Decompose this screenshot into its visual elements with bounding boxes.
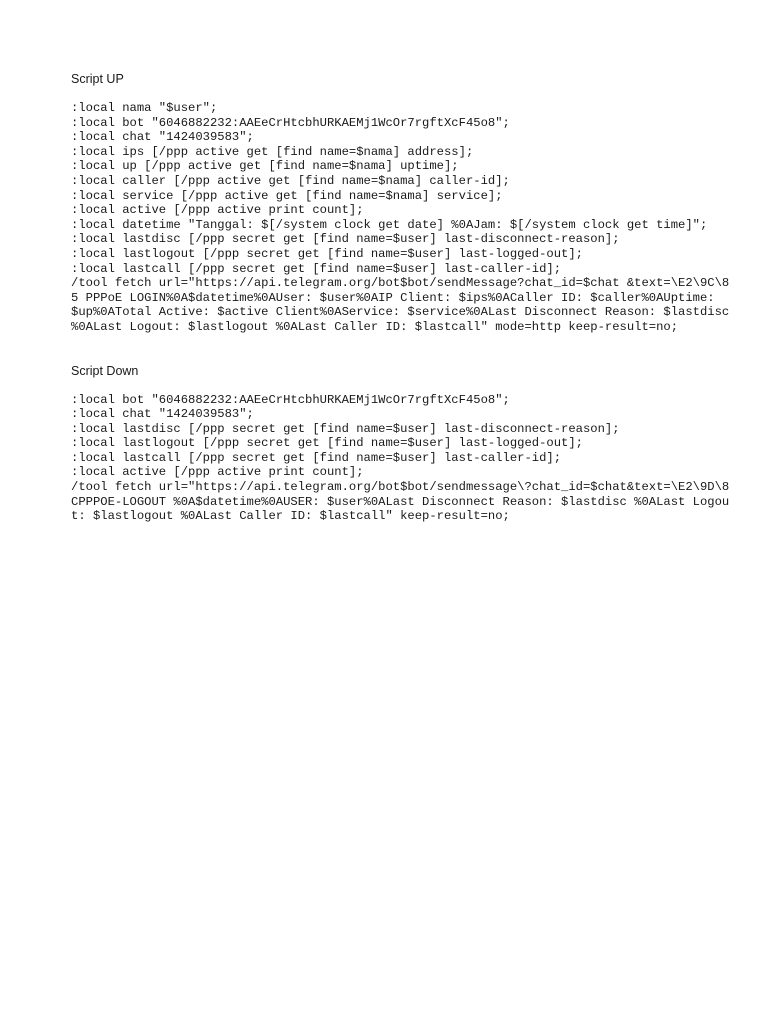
code-line: :local service [/ppp active get [find name=$nama] service]; bbox=[71, 188, 503, 203]
document-page bbox=[71, 72, 737, 524]
section-divider bbox=[71, 335, 731, 364]
code-line: :local caller [/ppp active get [find name=$nama] caller-id]; bbox=[71, 173, 510, 188]
code-line: :local lastdisc [/ppp secret get [find name=$user] last-disconnect-reason]; bbox=[71, 232, 620, 247]
code-line: :local datetime "Tanggal: $[/system clock get date] %0AJam: $[/system clock get time]"; bbox=[71, 217, 708, 232]
code-line: /tool fetch url="https://api.telegram.org/bot$bot/sendMessage?chat_id=$chat &text=\E2\9C\85 PPPoE LOGIN%0A$datetime%0AUser: $user%0AIP Client: $ips%0ACaller ID: $caller%0AUptime: $up%0ATotal Active: $active Client%0AService: $service%0ALast Disconnect Reason: $lastdisc %0ALast Logout: $lastlogout %0ALast Caller ID: $lastcall" mode=http keep-result=no; bbox=[71, 276, 737, 334]
code-line: :local nama "$user"; bbox=[71, 101, 218, 115]
code-line: :local lastdisc [/ppp secret get [find name=$user] last-disconnect-reason]; bbox=[71, 421, 620, 436]
code-line: :local ips [/ppp active get [find name=$nama] address]; bbox=[71, 144, 474, 159]
script-down-code bbox=[71, 393, 731, 524]
code-line: :local bot "6046882232:AAEeCrHtcbhURKAEMj1WcOr7rgftXcF45o8"; bbox=[71, 115, 510, 130]
script-down-section bbox=[71, 364, 731, 524]
code-line: :local lastcall [/ppp secret get [find name=$user] last-caller-id]; bbox=[71, 261, 562, 276]
script-up-code bbox=[71, 101, 737, 335]
code-line: :local up [/ppp active get [find name=$nama] uptime]; bbox=[71, 159, 459, 174]
code-line: :local active [/ppp active print count]; bbox=[71, 203, 364, 218]
code-line: :local lastlogout [/ppp secret get [find name=$user] last-logged-out]; bbox=[71, 246, 583, 261]
code-line: /tool fetch url="https://api.telegram.org/bot$bot/sendmessage\?chat_id=$chat&text=\E2\9D\8CPPPOE-LOGOUT %0A$datetime%0AUSER: $user%0ALast Disconnect Reason: $lastdisc %0ALast Logout: $lastlogout %0ALast Caller ID: $lastcall" keep-result=no; bbox=[71, 480, 730, 524]
code-line: :local lastcall [/ppp secret get [find name=$user] last-caller-id]; bbox=[71, 450, 562, 465]
script-down-title: Script Down bbox=[71, 363, 139, 378]
script-up-title: Script UP bbox=[71, 72, 124, 86]
script-up-section bbox=[71, 72, 737, 335]
code-line: :local bot "6046882232:AAEeCrHtcbhURKAEMj1WcOr7rgftXcF45o8"; bbox=[71, 392, 510, 407]
code-line: :local lastlogout [/ppp secret get [find name=$user] last-logged-out]; bbox=[71, 436, 583, 451]
code-line: :local active [/ppp active print count]; bbox=[71, 465, 364, 480]
code-line: :local chat "1424039583"; bbox=[71, 407, 254, 422]
code-line: :local chat "1424039583"; bbox=[71, 130, 254, 145]
